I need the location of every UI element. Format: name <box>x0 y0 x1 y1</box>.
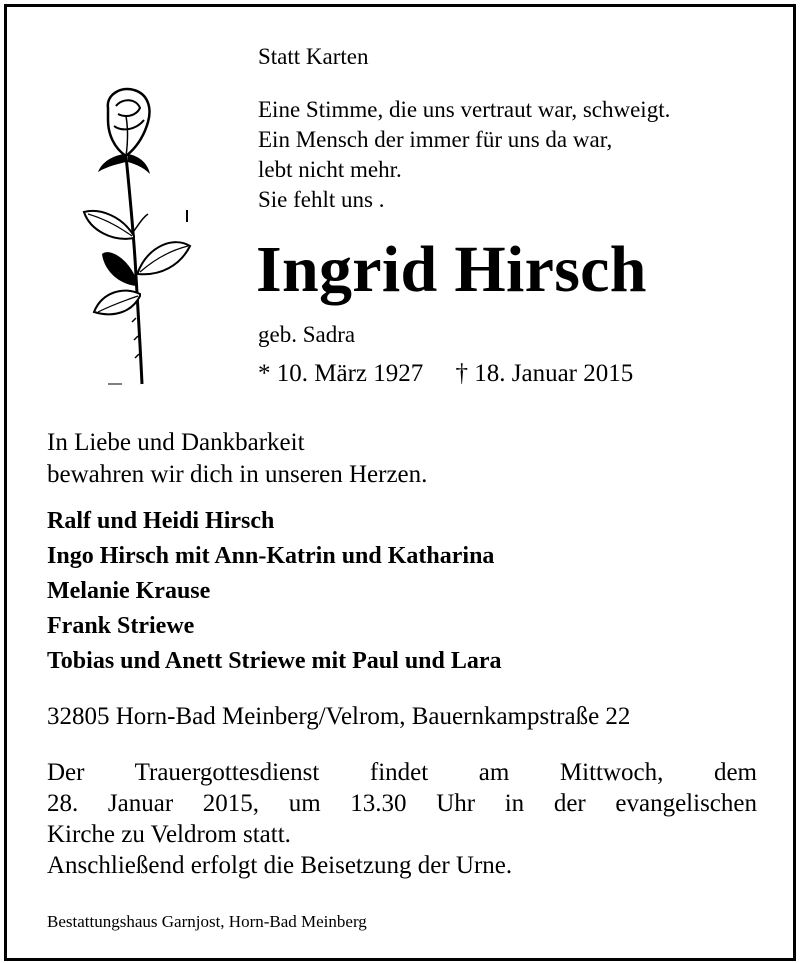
mourner: Ingo Hirsch mit Ann-Katrin und Katharina <box>47 543 495 569</box>
mourner: Tobias und Anett Striewe mit Paul und Lara <box>47 648 502 674</box>
rose-icon <box>78 86 198 386</box>
service-info <box>47 757 757 881</box>
mourners-list <box>47 504 502 679</box>
service-line: Anschließend erfolgt die Beisetzung der Urne. <box>47 852 513 879</box>
mourner: Frank Striewe <box>47 613 195 639</box>
maiden-name: geb. Sadra <box>258 322 356 347</box>
poem-line: lebt nicht mehr. <box>258 157 402 182</box>
poem-line: Sie fehlt uns . <box>258 187 385 212</box>
dedication <box>47 427 427 491</box>
dedication-line: bewahren wir dich in unseren Herzen. <box>47 461 428 488</box>
service-line: Kirche zu Veldrom statt. <box>47 821 291 848</box>
service-line: Der Trauergottesdienst findet am Mittwoch, dem <box>47 759 757 786</box>
death-date: † 18. Januar 2015 <box>455 360 634 387</box>
header-text: Statt Karten <box>258 44 369 69</box>
address: 32805 Horn-Bad Meinberg/Velrom, Bauernkampstraße 22 <box>47 703 631 730</box>
life-dates <box>258 360 633 388</box>
dedication-line: In Liebe und Dankbarkeit <box>47 429 305 456</box>
rose-mark <box>186 210 188 222</box>
undertaker: Bestattungshaus Garnjost, Horn-Bad Meinberg <box>47 912 367 931</box>
birth-date: * 10. März 1927 <box>258 360 424 387</box>
poem <box>258 95 670 215</box>
poem-line: Ein Mensch der immer für uns da war, <box>258 127 613 152</box>
deceased-name: Ingrid Hirsch <box>256 233 647 306</box>
mourner: Melanie Krause <box>47 578 211 604</box>
service-line: 28. Januar 2015, um 13.30 Uhr in der evangelischen <box>47 790 757 817</box>
poem-line: Eine Stimme, die uns vertraut war, schweigt. <box>258 97 671 122</box>
mourner: Ralf und Heidi Hirsch <box>47 508 275 534</box>
